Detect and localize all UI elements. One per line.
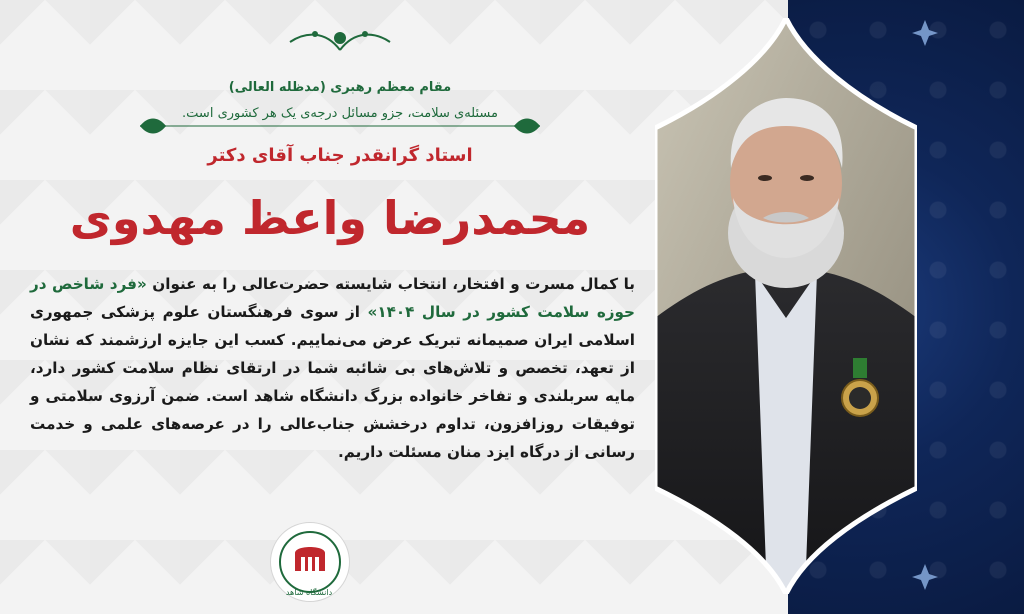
floral-ornament-left-icon (138, 114, 168, 138)
quote-text: مسئله‌ی سلامت، جزو مسائل درجه‌ی یک هر کشوری است. (182, 106, 498, 121)
body-award-highlight: «فرد شاخص در حوزه سلامت کشور در سال ۱۴۰۴» (30, 275, 635, 321)
honoree-title-prefix: استاد گرانقدر جناب آقای دکتر (207, 145, 473, 166)
body-paragraph-1-start: با کمال مسرت و افتخار، انتخاب شایسته حضرت‌عالی را به عنوان (146, 275, 635, 293)
quote-source: مقام معظم رهبری (مدظله العالی) (228, 80, 452, 95)
quote-block (140, 20, 540, 140)
body-paragraph-1-end: از سوی فرهنگستان علوم پزشکی جمهوری اسلامی ایران صمیمانه تبریک عرض می‌نماییم. (30, 303, 635, 349)
quote-divider (140, 125, 540, 127)
body-paragraph-2: کسب این جایزه ارزشمند که نشان از تعهد، تخصص و تلاش‌های بی شائبه شما در ارتقای نظام سلامت کشور دارد، مایه سربلندی و تفاخر خانواده بزرگ دانشگاه شاهد است. ضمن آرزوی سلامتی و توفیقات روزافزون، تداوم درخشش جناب‌عالی را در عرصه‌های علمی و خدمت رسانی از درگاه ایزد منان مسئلت داریم. (30, 331, 635, 461)
congratulation-text (30, 270, 635, 530)
university-logo-caption: دانشگاه شاهد (285, 588, 333, 597)
portrait-frame (655, 18, 917, 594)
honoree-name: محمدرضا واعظ مهدوی (69, 191, 591, 245)
floral-ornament-right-icon (512, 114, 542, 138)
